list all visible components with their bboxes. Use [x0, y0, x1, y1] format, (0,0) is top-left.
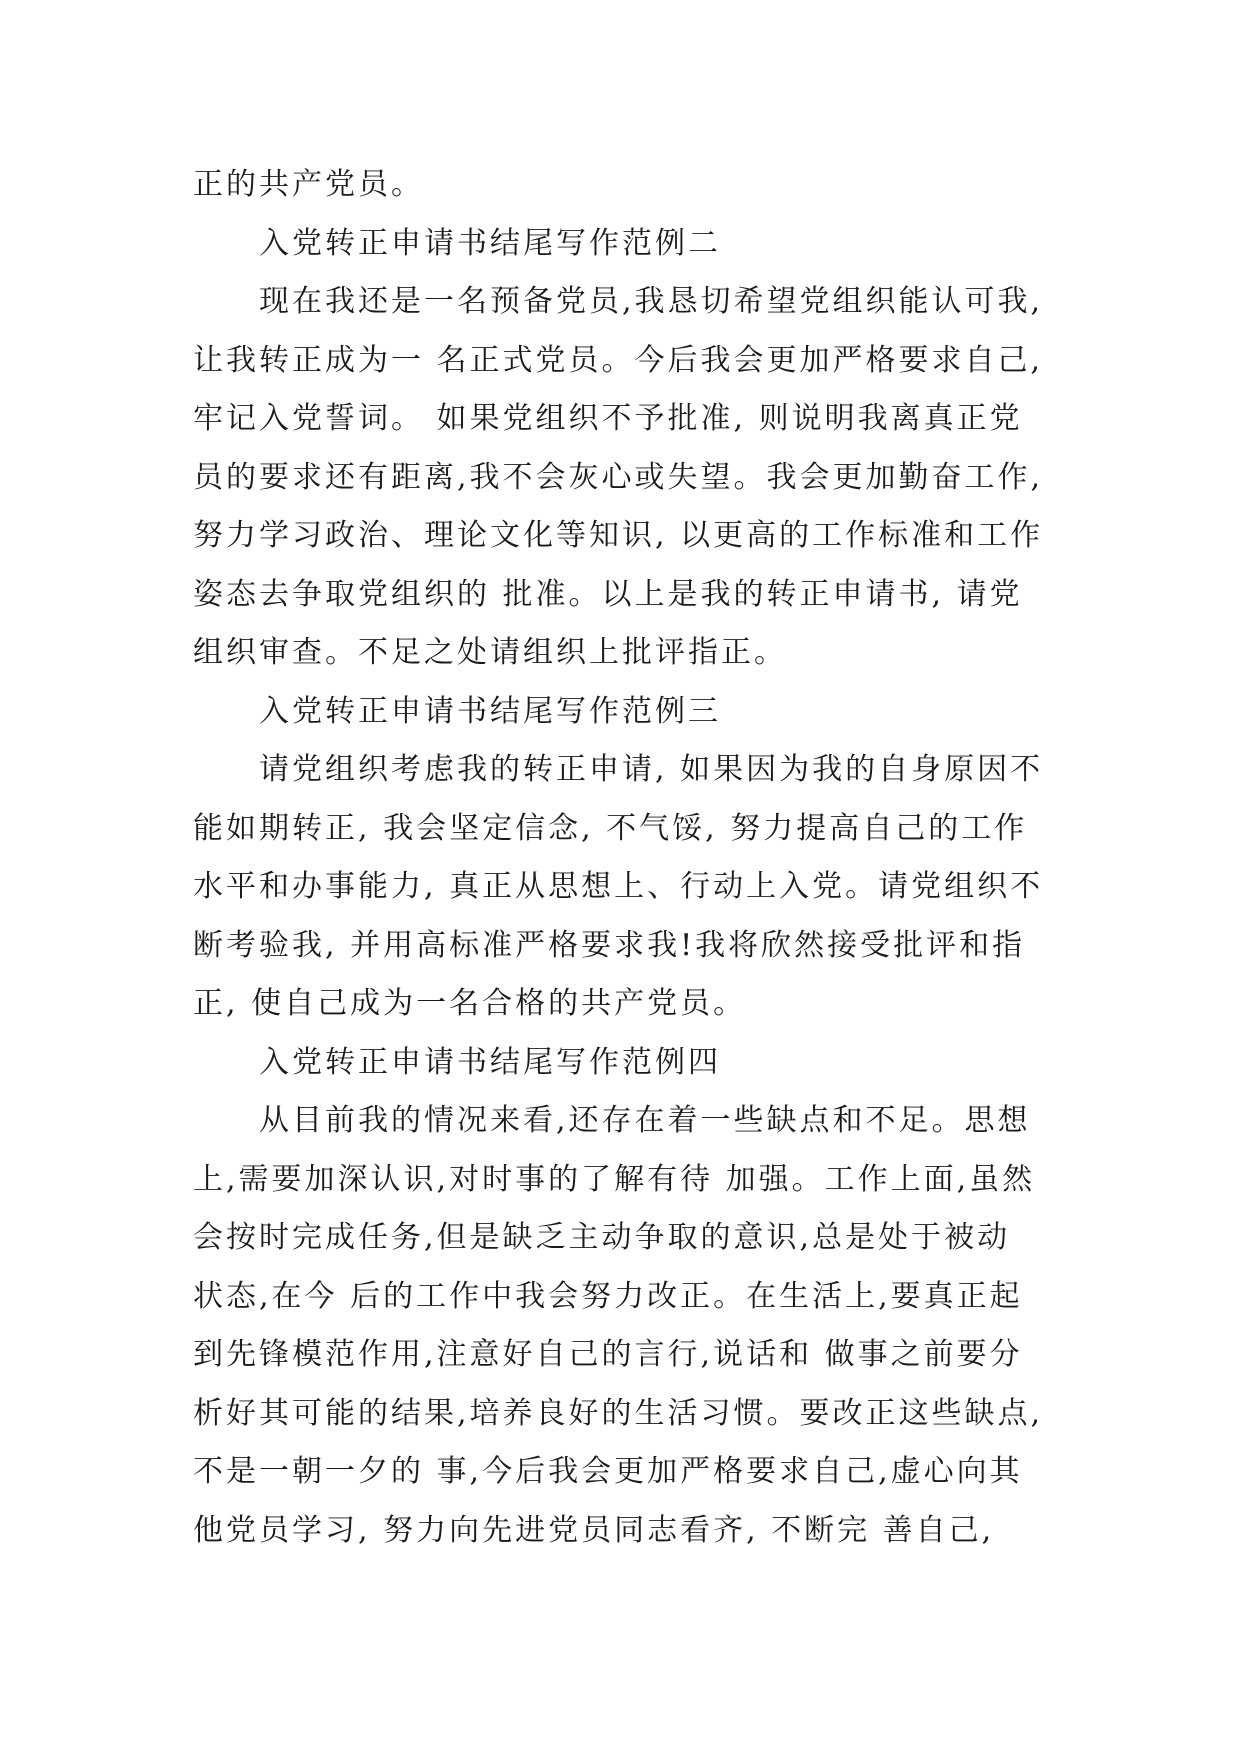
text-line: 不是一朝一夕的 事,今后我会更加严格要求自己,虚心向其	[193, 1454, 1023, 1489]
text-line: 能如期转正, 我会坚定信念, 不气馁, 努力提高自己的工作	[193, 810, 1028, 846]
text-line: 努力学习政治、理论文化等知识, 以更高的工作标准和工作	[193, 518, 1044, 553]
text-line: 从目前我的情况来看,还存在着一些缺点和不足。思想	[259, 1103, 1031, 1138]
text-line: 到先锋模范作用,注意好自己的言行,说话和 做事之前要分	[193, 1337, 1023, 1372]
text-line: 正, 使自己成为一名合格的共产党员。	[193, 986, 747, 1021]
text-line: 姿态去争取党组织的 批准。以上是我的转正申请书, 请党	[193, 576, 1023, 612]
text-line: 牢记入党誓词。 如果党组织不予批准, 则说明我离真正党	[193, 401, 1023, 436]
text-line: 断考验我, 并用高标准严格要求我!我将欣然接受批评和指	[193, 927, 1026, 963]
text-line: 水平和办事能力, 真正从思想上、行动上入党。请党组织不	[193, 869, 1044, 904]
text-line: 状态,在今 后的工作中我会努力改正。在生活上,要真正起	[193, 1278, 1023, 1314]
document-body	[193, 156, 1093, 1560]
text-line: 入党转正申请书结尾写作范例二	[259, 225, 721, 261]
text-line: 他党员学习, 努力向先进党员同志看齐, 不断完 善自己,	[193, 1512, 995, 1548]
text-line: 上,需要加深认识,对时事的了解有待 加强。工作上面,虽然	[193, 1161, 1036, 1197]
text-line: 员的要求还有距离,我不会灰心或失望。我会更加勤奋工作,	[193, 459, 1044, 495]
text-line: 让我转正成为一 名正式党员。今后我会更加严格要求自己,	[193, 342, 1044, 378]
text-line: 请党组织考虑我的转正申请, 如果因为我的自身原因不	[259, 752, 1044, 787]
text-line: 现在我还是一名预备党员,我恳切希望党组织能认可我,	[259, 284, 1044, 319]
text-line: 析好其可能的结果,培养良好的生活习惯。要改正这些缺点,	[193, 1395, 1044, 1431]
text-line: 入党转正申请书结尾写作范例三	[259, 693, 721, 729]
text-line: 正的共产党员。	[193, 167, 424, 202]
text-line: 组织审查。不足之处请组织上批评指正。	[193, 635, 787, 670]
text-line: 入党转正申请书结尾写作范例四	[259, 1044, 721, 1080]
text-line: 会按时完成任务,但是缺乏主动争取的意识,总是处于被动	[193, 1220, 1011, 1255]
